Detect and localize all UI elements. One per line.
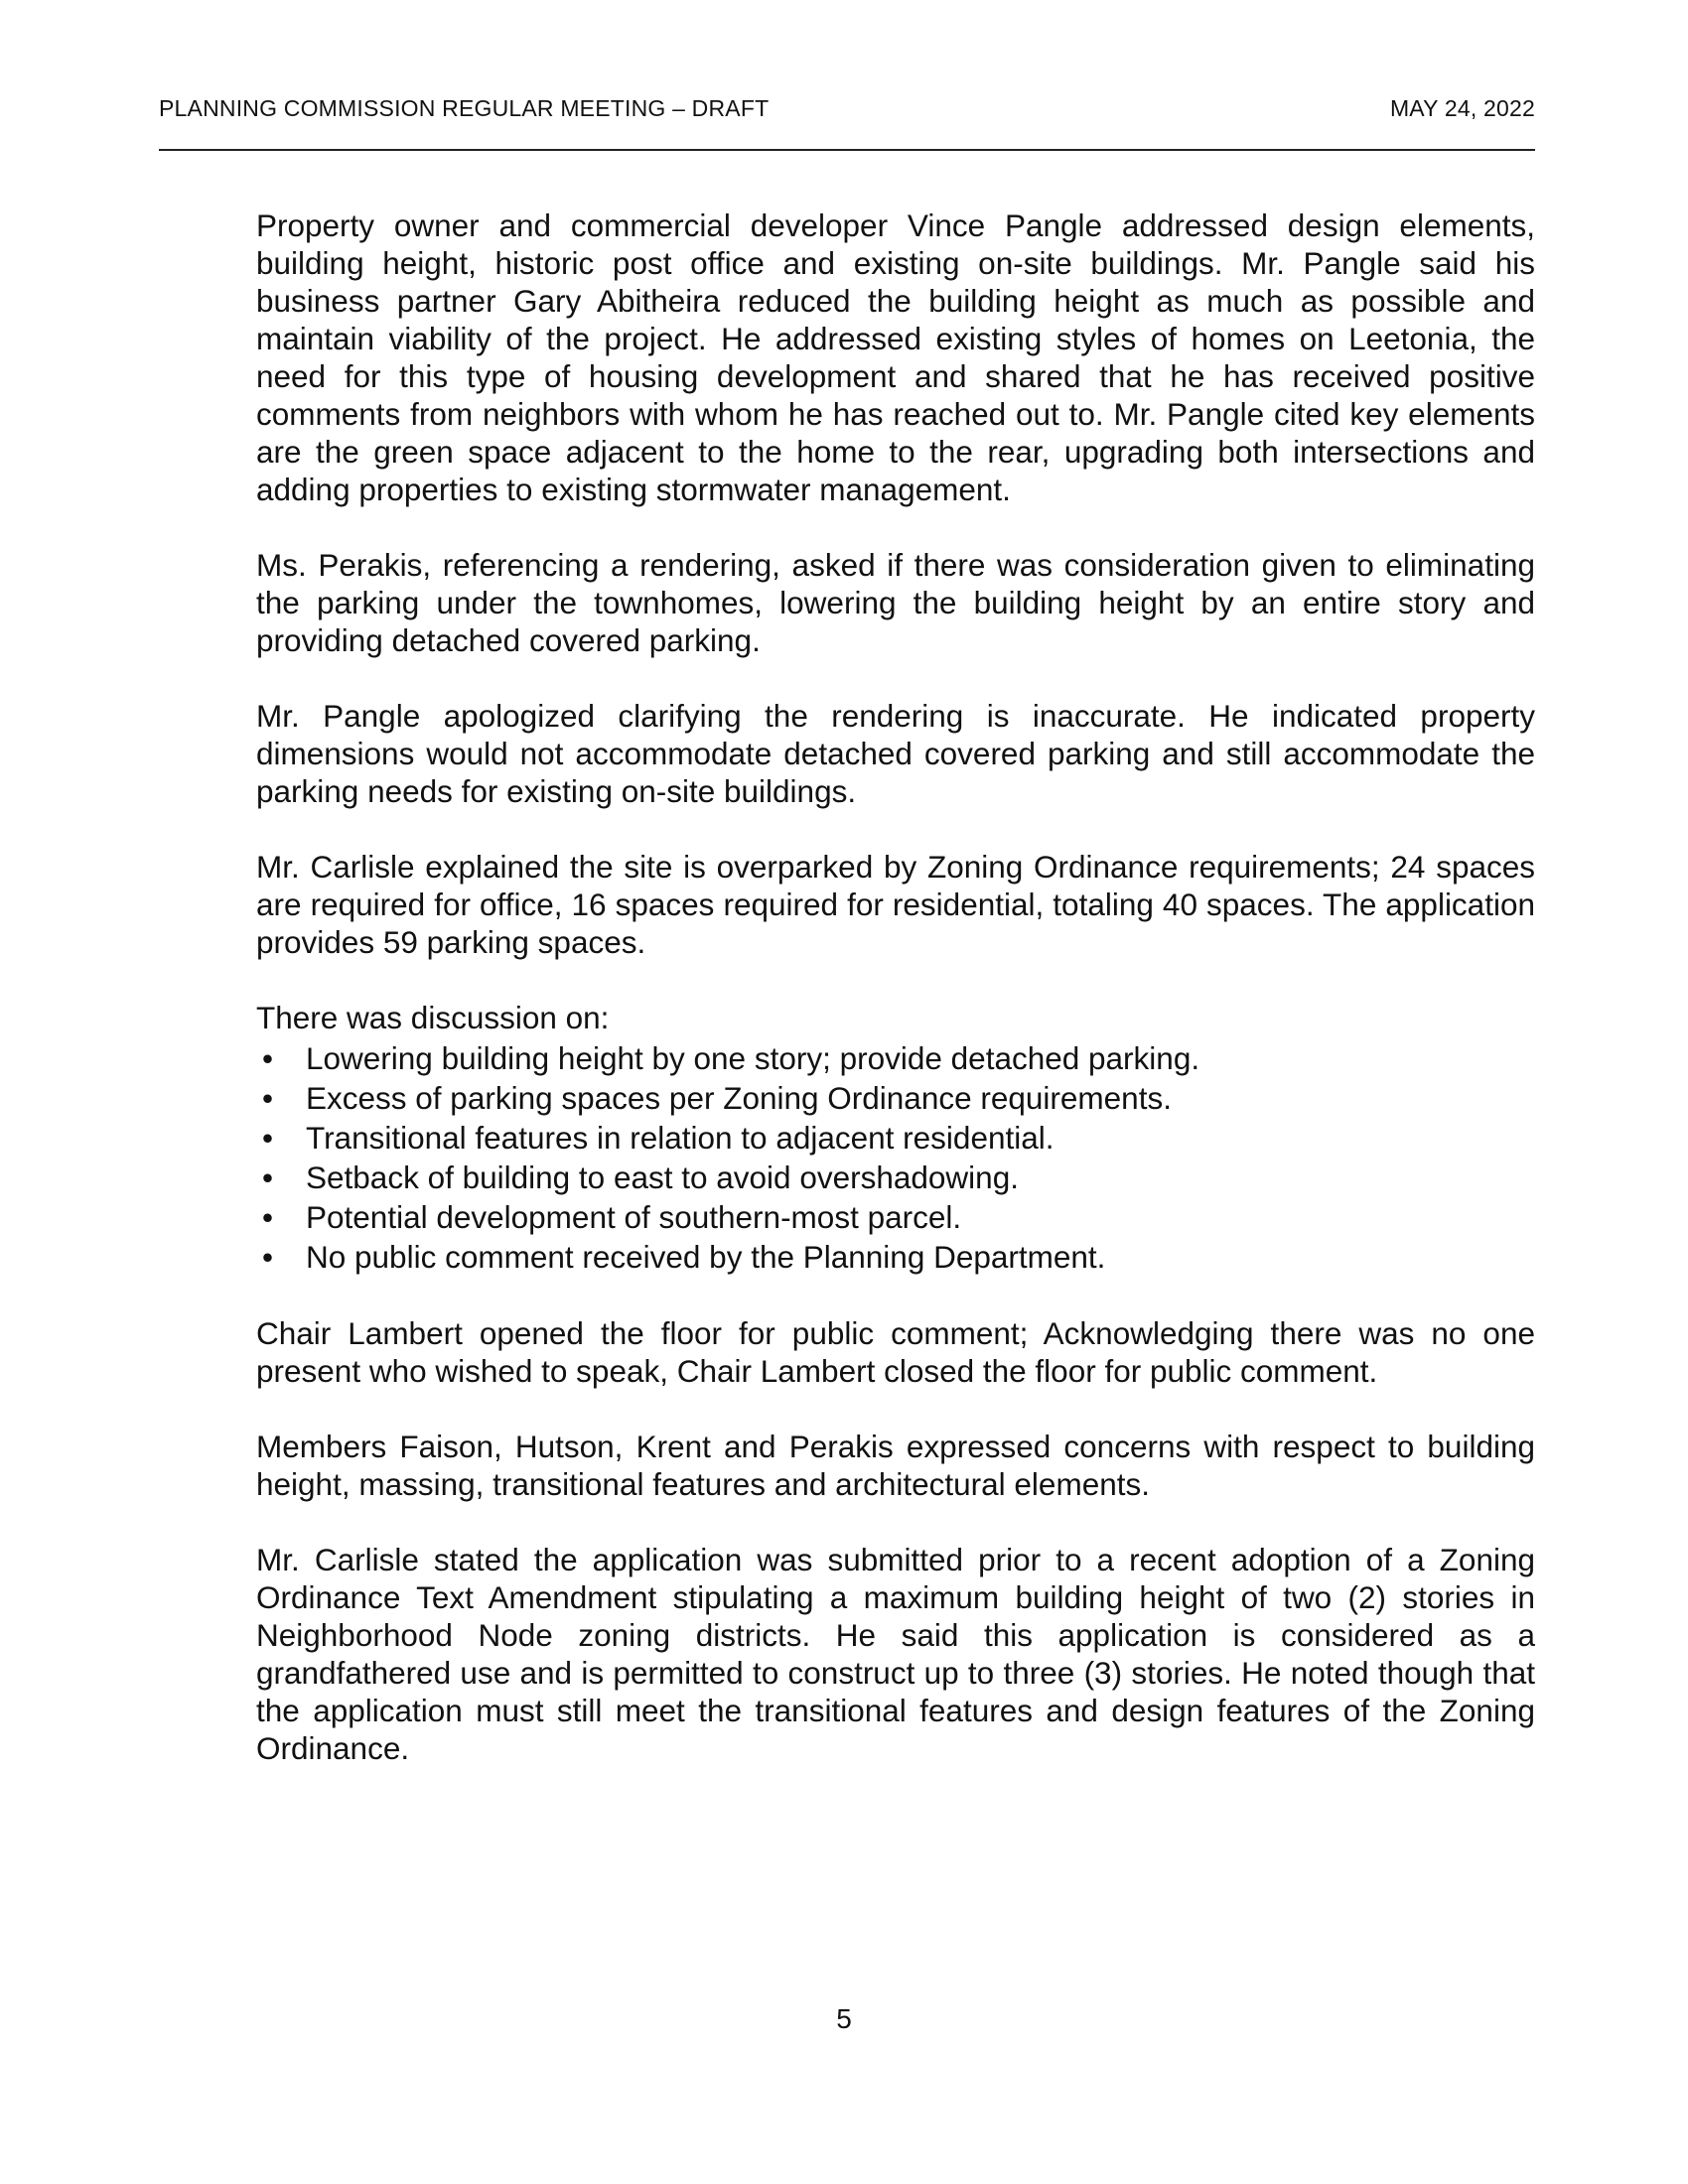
bullet-icon: •	[262, 1199, 274, 1235]
page-header	[159, 95, 1535, 125]
header-date: MAY 24, 2022	[1389, 95, 1535, 121]
header-title: PLANNING COMMISSION REGULAR MEETING – DRAFT	[159, 95, 770, 121]
list-item	[256, 1197, 1535, 1237]
list-item-text: Lowering building height by one story; provide detached parking.	[306, 1040, 1200, 1076]
list-item	[256, 1118, 1535, 1158]
paragraph-public-comment: Chair Lambert opened the floor for public comment; Acknowledging there was no one present who wished to speak, Chair Lambert closed the floor for public comment.	[256, 1315, 1535, 1389]
list-item-text: No public comment received by the Planning Department.	[306, 1239, 1106, 1275]
list-item-text: Potential development of southern-most parcel.	[306, 1199, 962, 1235]
discussion-lead: There was discussion on:	[256, 1000, 610, 1035]
list-item	[256, 1078, 1535, 1118]
bullet-icon: •	[262, 1120, 274, 1156]
document-body	[256, 206, 1535, 1805]
paragraph-pangle-apology: Mr. Pangle apologized clarifying the rendering is inaccurate. He indicated property dimensions would not accommodate detached covered parking and still accommodate the parking needs for existing on-site buildings.	[256, 698, 1535, 809]
bullet-icon: •	[262, 1040, 274, 1076]
list-item-text: Setback of building to east to avoid overshadowing.	[306, 1160, 1019, 1195]
bullet-icon: •	[262, 1239, 274, 1275]
bullet-icon: •	[262, 1080, 274, 1116]
paragraph-member-concerns: Members Faison, Hutson, Krent and Perakis expressed concerns with respect to building height, massing, transitional features and architectural elements.	[256, 1429, 1535, 1502]
page-number: 5	[836, 2003, 852, 2034]
discussion-list	[256, 1038, 1535, 1277]
bullet-icon: •	[262, 1160, 274, 1195]
paragraph-pangle-design: Property owner and commercial developer Vince Pangle addressed design elements, building height, historic post office and existing on-site buildings. Mr. Pangle said his business partner Gary Abitheira reduced the building height as much as possible and maintain viability of the project. He addressed existing styles of homes on Leetonia, the need for this type of housing development and shared that he has received positive comments from neighbors with whom he has reached out to. Mr. Pangle cited key elements are the green space adjacent to the home to the rear, upgrading both intersections and adding properties to existing stormwater management.	[256, 207, 1535, 507]
list-item	[256, 1038, 1535, 1078]
paragraph-perakis-rendering: Ms. Perakis, referencing a rendering, asked if there was consideration given to eliminating the parking under the townhomes, lowering the building height by an entire story and providing detached covered parking.	[256, 547, 1535, 658]
header-divider	[159, 149, 1535, 151]
paragraph-carlisle-parking: Mr. Carlisle explained the site is overparked by Zoning Ordinance requirements; 24 spaces are required for office, 16 spaces required for residential, totaling 40 spaces. The application provides 59 parking spaces.	[256, 849, 1535, 960]
list-item	[256, 1158, 1535, 1197]
list-item-text: Excess of parking spaces per Zoning Ordinance requirements.	[306, 1080, 1172, 1116]
list-item-text: Transitional features in relation to adjacent residential.	[306, 1120, 1055, 1156]
list-item	[256, 1237, 1535, 1277]
paragraph-carlisle-ordinance: Mr. Carlisle stated the application was submitted prior to a recent adoption of a Zoning Ordinance Text Amendment stipulating a maximum building height of two (2) stories in Neighborhood Node zoning districts. He said this application is considered as a grandfathered use and is permitted to construct up to three (3) stories. He noted though that the application must still meet the transitional features and design features of the Zoning Ordinance.	[256, 1542, 1535, 1766]
